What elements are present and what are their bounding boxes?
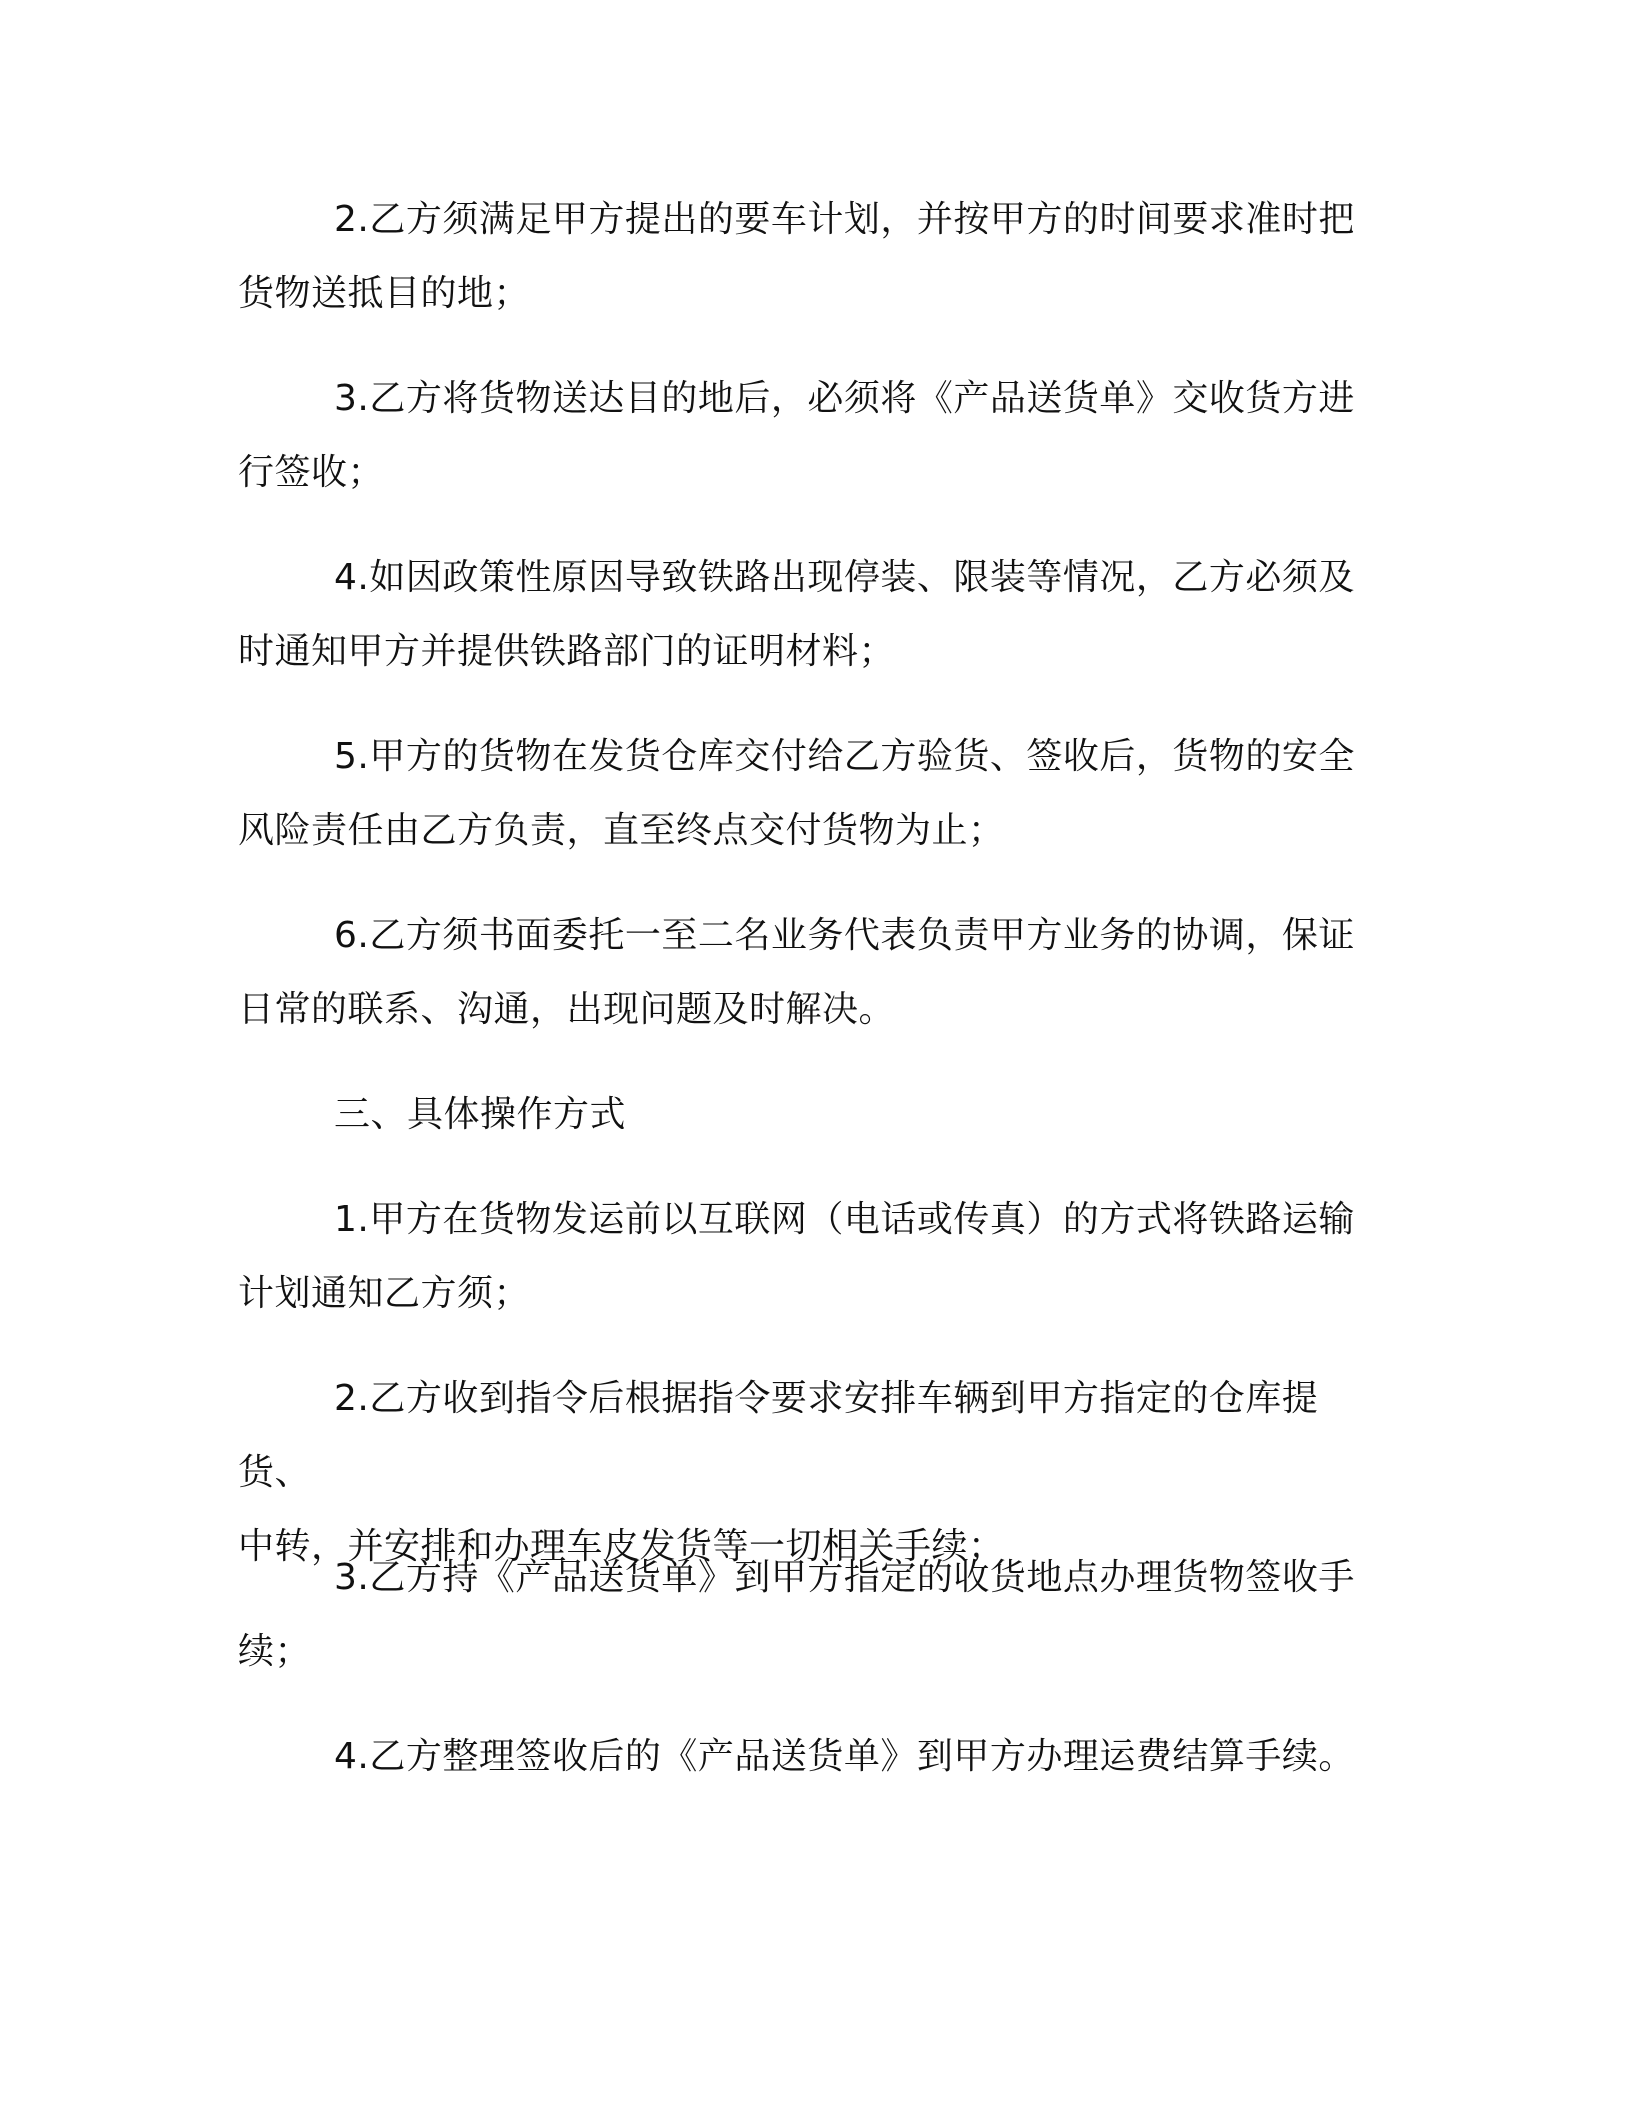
paragraph-line: 风险责任由乙方负责，直至终点交付货物为止； [238,810,1005,851]
paragraph-vehicle-plan [238,183,1388,331]
paragraph-line: 计划通知乙方须； [238,1273,531,1314]
paragraph-line: 日常的联系、沟通，出现问题及时解决。 [238,989,896,1030]
paragraph-line: 4.如因政策性原因导致铁路出现停装、限装等情况，乙方必须及 [334,557,1355,598]
paragraph-representative [238,899,1388,1047]
paragraph-line: 2.乙方收到指令后根据指令要求安排车辆到甲方指定的仓库提货、 [238,1378,1319,1493]
paragraph-line: 4.乙方整理签收后的《产品送货单》到甲方办理运费结算手续。 [334,1736,1355,1777]
paragraph-risk [238,720,1388,868]
paragraph-line: 行签收； [238,452,385,493]
paragraph-line: 5.甲方的货物在发货仓库交付给乙方验货、签收后，货物的安全 [334,736,1355,777]
section-heading-text: 三、具体操作方式 [334,1094,627,1135]
paragraph-line: 3.乙方持《产品送货单》到甲方指定的收货地点办理货物签收手 [334,1557,1355,1598]
paragraph-line: 2.乙方须满足甲方提出的要车计划，并按甲方的时间要求准时把 [334,199,1355,240]
paragraph-line: 3.乙方将货物送达目的地后，必须将《产品送货单》交收货方进 [334,378,1355,419]
paragraph-line: 时通知甲方并提供铁路部门的证明材料； [238,631,896,672]
paragraph-operation-1 [238,1183,1388,1331]
paragraph-line: 中转，并安排和办理车皮发货等一切相关手续； [238,1526,1005,1567]
paragraph-line: 货物送抵目的地； [238,273,531,314]
paragraph-line: 1.甲方在货物发运前以互联网（电话或传真）的方式将铁路运输 [334,1199,1355,1240]
paragraph-line: 续； [238,1631,312,1672]
section-heading-operation [238,1078,1388,1152]
paragraph-operation-4 [238,1720,1388,1794]
paragraph-operation-3 [238,1541,1388,1689]
paragraph-line: 6.乙方须书面委托一至二名业务代表负责甲方业务的协调，保证 [334,915,1355,956]
paragraph-policy [238,541,1388,689]
paragraph-delivery-note [238,362,1388,510]
